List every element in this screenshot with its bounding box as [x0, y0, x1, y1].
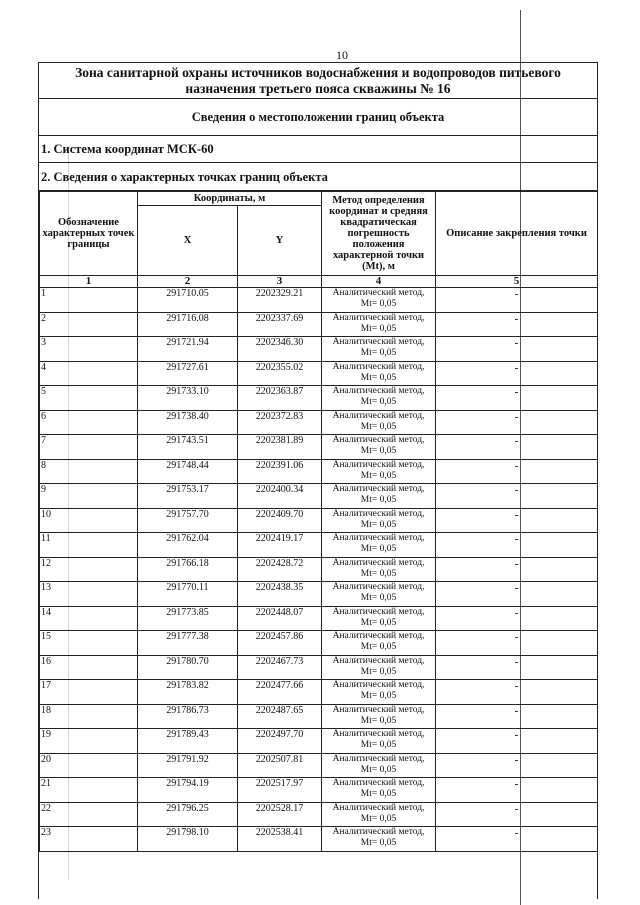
y-coordinate-cell: 2202528.17: [238, 802, 322, 827]
y-coordinate-cell: 2202497.70: [238, 729, 322, 754]
point-id-cell: 4: [40, 361, 138, 386]
x-coordinate-cell: 291796.25: [138, 802, 238, 827]
point-id-cell: 11: [40, 533, 138, 558]
x-coordinate-cell: 291773.85: [138, 606, 238, 631]
x-coordinate-cell: 291727.61: [138, 361, 238, 386]
x-coordinate-cell: 291762.04: [138, 533, 238, 558]
x-coordinate-cell: 291783.82: [138, 680, 238, 705]
method-cell: Аналитический метод, Mt= 0,05: [322, 557, 436, 582]
points-header: 2. Сведения о характерных точках границ объекта: [39, 163, 597, 191]
point-id-cell: 14: [40, 606, 138, 631]
y-coordinate-cell: 2202355.02: [238, 361, 322, 386]
method-cell: Аналитический метод, Mt= 0,05: [322, 288, 436, 313]
point-id-cell: 22: [40, 802, 138, 827]
table-row: [40, 778, 598, 803]
y-coordinate-cell: 2202346.30: [238, 337, 322, 362]
table-row: [40, 312, 598, 337]
col-number-4: 4: [322, 276, 436, 288]
table-row: [40, 704, 598, 729]
point-id-cell: 2: [40, 312, 138, 337]
y-coordinate-cell: 2202438.35: [238, 582, 322, 607]
table-row: [40, 508, 598, 533]
point-id-cell: 21: [40, 778, 138, 803]
point-id-cell: 7: [40, 435, 138, 460]
y-coordinate-cell: 2202448.07: [238, 606, 322, 631]
col-header-description: Описание закрепления точки: [436, 192, 598, 276]
table-row: [40, 606, 598, 631]
description-cell: -: [436, 704, 598, 729]
point-id-cell: 3: [40, 337, 138, 362]
document-frame: [38, 62, 598, 899]
point-id-cell: 12: [40, 557, 138, 582]
x-coordinate-cell: 291794.19: [138, 778, 238, 803]
x-coordinate-cell: 291710.05: [138, 288, 238, 313]
point-id-cell: 16: [40, 655, 138, 680]
coordinate-system: 1. Система координат МСК-60: [39, 135, 597, 163]
description-cell: -: [436, 655, 598, 680]
col-header-x: X: [138, 206, 238, 276]
x-coordinate-cell: 291770.11: [138, 582, 238, 607]
method-cell: Аналитический метод, Mt= 0,05: [322, 337, 436, 362]
table-row: [40, 386, 598, 411]
description-cell: -: [436, 484, 598, 509]
table-row: [40, 557, 598, 582]
table-row: [40, 802, 598, 827]
description-cell: -: [436, 288, 598, 313]
description-cell: -: [436, 778, 598, 803]
method-cell: Аналитический метод, Mt= 0,05: [322, 386, 436, 411]
description-cell: -: [436, 582, 598, 607]
y-coordinate-cell: 2202507.81: [238, 753, 322, 778]
x-coordinate-cell: 291743.51: [138, 435, 238, 460]
x-coordinate-cell: 291786.73: [138, 704, 238, 729]
table-row: [40, 361, 598, 386]
description-cell: -: [436, 435, 598, 460]
y-coordinate-cell: 2202372.83: [238, 410, 322, 435]
description-cell: -: [436, 533, 598, 558]
y-coordinate-cell: 2202400.34: [238, 484, 322, 509]
x-coordinate-cell: 291798.10: [138, 827, 238, 852]
col-header-method: Метод определения координат и средняя квадратическая погрешность положения характерной точки (Mt), м: [322, 192, 436, 276]
point-id-cell: 6: [40, 410, 138, 435]
table-row: [40, 484, 598, 509]
y-coordinate-cell: 2202477.66: [238, 680, 322, 705]
y-coordinate-cell: 2202409.70: [238, 508, 322, 533]
method-cell: Аналитический метод, Mt= 0,05: [322, 680, 436, 705]
method-cell: Аналитический метод, Mt= 0,05: [322, 312, 436, 337]
point-id-cell: 8: [40, 459, 138, 484]
description-cell: -: [436, 386, 598, 411]
table-row: [40, 753, 598, 778]
method-cell: Аналитический метод, Mt= 0,05: [322, 459, 436, 484]
description-cell: -: [436, 508, 598, 533]
y-coordinate-cell: 2202419.17: [238, 533, 322, 558]
y-coordinate-cell: 2202538.41: [238, 827, 322, 852]
point-id-cell: 5: [40, 386, 138, 411]
document-title: Зона санитарной охраны источников водоснабжения и водопроводов питьевого назначения третьего пояса скважины № 16: [39, 63, 597, 99]
description-cell: -: [436, 606, 598, 631]
point-id-cell: 13: [40, 582, 138, 607]
y-coordinate-cell: 2202329.21: [238, 288, 322, 313]
method-cell: Аналитический метод, Mt= 0,05: [322, 753, 436, 778]
method-cell: Аналитический метод, Mt= 0,05: [322, 361, 436, 386]
point-id-cell: 20: [40, 753, 138, 778]
method-cell: Аналитический метод, Mt= 0,05: [322, 778, 436, 803]
table-row: [40, 435, 598, 460]
y-coordinate-cell: 2202363.87: [238, 386, 322, 411]
section-header: Сведения о местоположении границ объекта: [39, 99, 597, 136]
y-coordinate-cell: 2202381.89: [238, 435, 322, 460]
table-row: [40, 655, 598, 680]
method-cell: Аналитический метод, Mt= 0,05: [322, 508, 436, 533]
method-cell: Аналитический метод, Mt= 0,05: [322, 606, 436, 631]
point-id-cell: 15: [40, 631, 138, 656]
table-row: [40, 337, 598, 362]
method-cell: Аналитический метод, Mt= 0,05: [322, 729, 436, 754]
y-coordinate-cell: 2202487.65: [238, 704, 322, 729]
x-coordinate-cell: 291789.43: [138, 729, 238, 754]
x-coordinate-cell: 291766.18: [138, 557, 238, 582]
y-coordinate-cell: 2202517.97: [238, 778, 322, 803]
method-cell: Аналитический метод, Mt= 0,05: [322, 484, 436, 509]
table-row: [40, 288, 598, 313]
method-cell: Аналитический метод, Mt= 0,05: [322, 533, 436, 558]
point-id-cell: 23: [40, 827, 138, 852]
col-header-point-id: Обозначение характерных точек границы: [40, 192, 138, 276]
points-table: [39, 191, 598, 852]
description-cell: -: [436, 410, 598, 435]
point-id-cell: 17: [40, 680, 138, 705]
col-header-y: Y: [238, 206, 322, 276]
table-row: [40, 582, 598, 607]
col-number-3: 3: [238, 276, 322, 288]
method-cell: Аналитический метод, Mt= 0,05: [322, 655, 436, 680]
x-coordinate-cell: 291780.70: [138, 655, 238, 680]
y-coordinate-cell: 2202337.69: [238, 312, 322, 337]
x-coordinate-cell: 291791.92: [138, 753, 238, 778]
description-cell: -: [436, 631, 598, 656]
x-coordinate-cell: 291721.94: [138, 337, 238, 362]
x-coordinate-cell: 291738.40: [138, 410, 238, 435]
col-number-5: 5: [436, 276, 598, 288]
method-cell: Аналитический метод, Mt= 0,05: [322, 802, 436, 827]
method-cell: Аналитический метод, Mt= 0,05: [322, 704, 436, 729]
description-cell: -: [436, 680, 598, 705]
col-number-2: 2: [138, 276, 238, 288]
x-coordinate-cell: 291757.70: [138, 508, 238, 533]
point-id-cell: 10: [40, 508, 138, 533]
x-coordinate-cell: 291733.10: [138, 386, 238, 411]
table-row: [40, 680, 598, 705]
x-coordinate-cell: 291748.44: [138, 459, 238, 484]
y-coordinate-cell: 2202457.86: [238, 631, 322, 656]
x-coordinate-cell: 291777.38: [138, 631, 238, 656]
y-coordinate-cell: 2202467.73: [238, 655, 322, 680]
description-cell: -: [436, 312, 598, 337]
method-cell: Аналитический метод, Mt= 0,05: [322, 631, 436, 656]
method-cell: Аналитический метод, Mt= 0,05: [322, 435, 436, 460]
point-id-cell: 18: [40, 704, 138, 729]
method-cell: Аналитический метод, Mt= 0,05: [322, 582, 436, 607]
table-row: [40, 827, 598, 852]
method-cell: Аналитический метод, Mt= 0,05: [322, 410, 436, 435]
page-number: 10: [336, 48, 348, 62]
description-cell: -: [436, 827, 598, 852]
method-cell: Аналитический метод, Mt= 0,05: [322, 827, 436, 852]
y-coordinate-cell: 2202428.72: [238, 557, 322, 582]
point-id-cell: 9: [40, 484, 138, 509]
y-coordinate-cell: 2202391.06: [238, 459, 322, 484]
col-number-1: 1: [40, 276, 138, 288]
col-header-coordinates: Координаты, м: [138, 192, 322, 206]
table-row: [40, 410, 598, 435]
table-row: [40, 729, 598, 754]
table-row: [40, 631, 598, 656]
table-row: [40, 459, 598, 484]
description-cell: -: [436, 337, 598, 362]
description-cell: -: [436, 753, 598, 778]
point-id-cell: 19: [40, 729, 138, 754]
x-coordinate-cell: 291753.17: [138, 484, 238, 509]
description-cell: -: [436, 557, 598, 582]
description-cell: -: [436, 459, 598, 484]
table-row: [40, 533, 598, 558]
description-cell: -: [436, 802, 598, 827]
description-cell: -: [436, 729, 598, 754]
description-cell: -: [436, 361, 598, 386]
x-coordinate-cell: 291716.08: [138, 312, 238, 337]
point-id-cell: 1: [40, 288, 138, 313]
